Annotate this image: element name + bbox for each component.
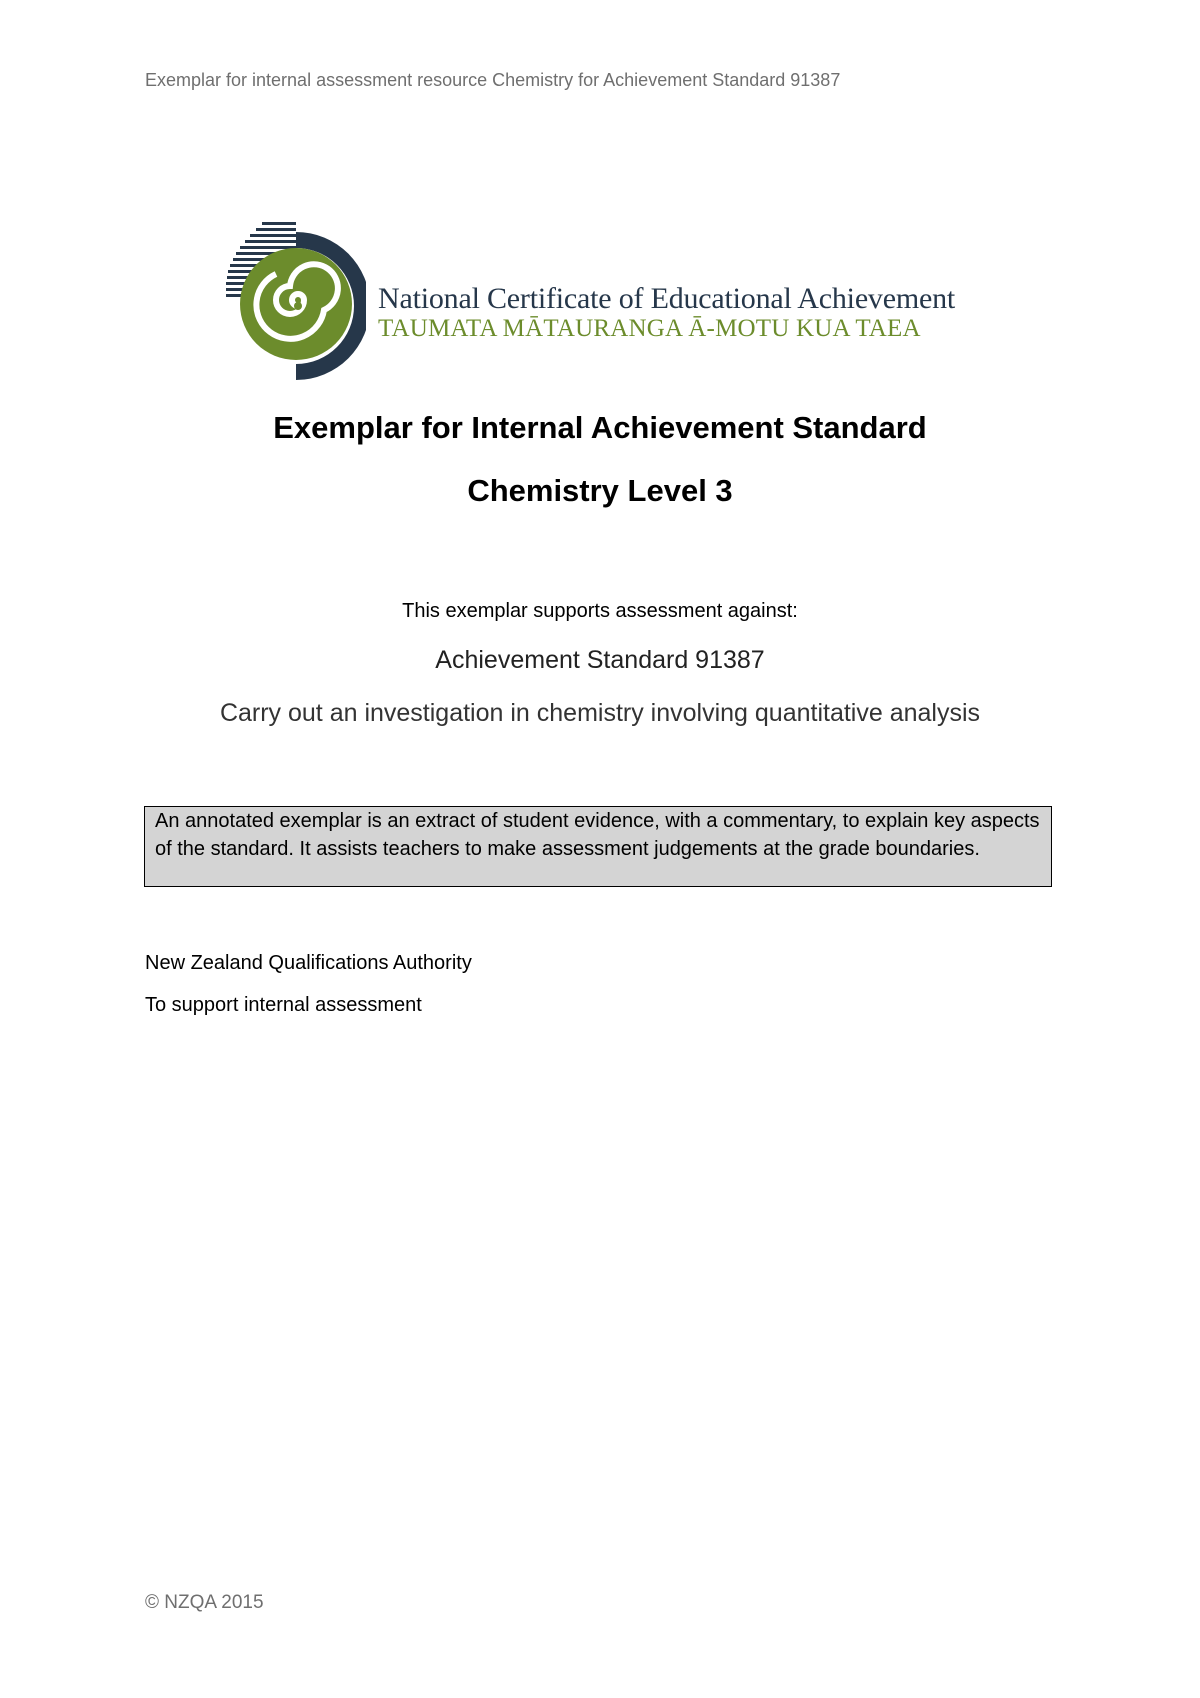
ncea-logo [226,222,986,382]
annotated-exemplar-note [144,806,1052,887]
supports-statement: This exemplar supports assessment against: [402,600,798,622]
document-title: Exemplar for Internal Achievement Standard [273,410,927,445]
running-header: Exemplar for internal assessment resource Chemistry for Achievement Standard 91387 [145,70,841,90]
standard-title: Carry out an investigation in chemistry involving quantitative analysis [219,699,981,727]
logo-title-maori: TAUMATA MĀTAURANGA Ā-MOTU KUA TAEA [378,315,921,342]
copyright-notice: © NZQA 2015 [145,1592,264,1613]
nzqa-spiral-logo-icon [226,222,366,382]
organisation-name: New Zealand Qualifications Authority [145,952,472,974]
document-subtitle: Chemistry Level 3 [467,473,733,508]
purpose-statement: To support internal assessment [145,994,422,1016]
logo-title-english: National Certificate of Educational Achievement [378,282,956,315]
note-text: An annotated exemplar is an extract of student evidence, with a commentary, to explain key aspects of the standard. It assists teachers to make assessment judgements at the grade boundaries. [155,810,1040,860]
standard-number: Achievement Standard 91387 [435,646,765,674]
